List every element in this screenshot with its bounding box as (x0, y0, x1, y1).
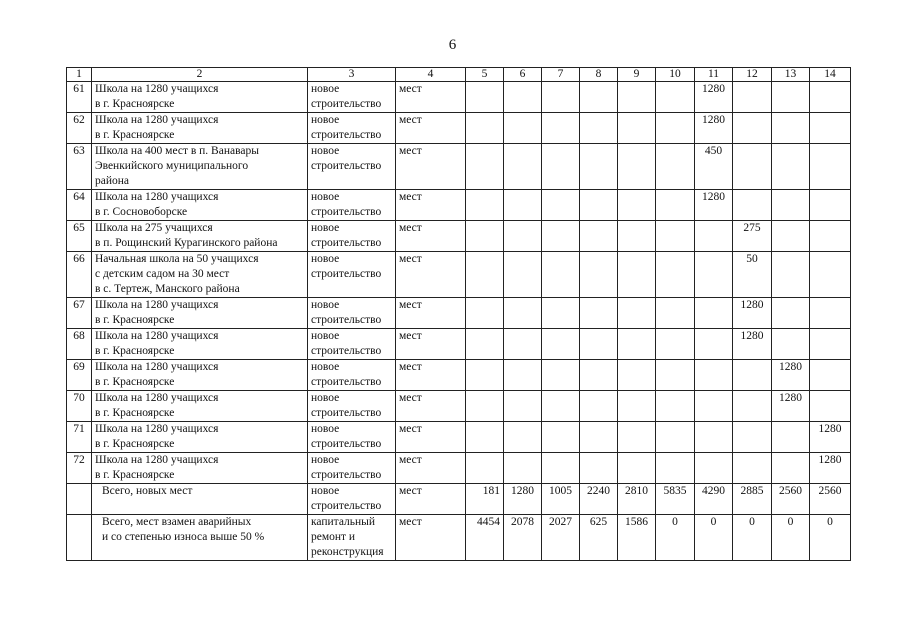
table-row (67, 113, 851, 144)
value-cell (504, 360, 542, 391)
total-value-cell: 0 (695, 515, 733, 561)
column-header: 5 (466, 68, 504, 82)
total-value-cell: 0 (733, 515, 772, 561)
object-name: Школа на 275 учащихся в п. Рощинский Курагинского района (92, 221, 308, 252)
unit: мест (396, 221, 466, 252)
total-value-cell: 0 (772, 515, 810, 561)
work-type: новое строительство (308, 453, 396, 484)
row-number (67, 515, 92, 561)
value-cell: 1280 (772, 360, 810, 391)
value-cell (618, 453, 656, 484)
value-cell (580, 252, 618, 298)
value-cell (656, 329, 695, 360)
work-type: новое строительство (308, 422, 396, 453)
value-cell: 450 (695, 144, 733, 190)
object-name: Школа на 1280 учащихся в г. Красноярске (92, 298, 308, 329)
value-cell (810, 221, 851, 252)
value-cell (542, 82, 580, 113)
value-cell (772, 82, 810, 113)
unit: мест (396, 144, 466, 190)
value-cell: 1280 (810, 453, 851, 484)
object-name: Школа на 1280 учащихся в г. Красноярске (92, 82, 308, 113)
value-cell (810, 113, 851, 144)
value-cell (542, 221, 580, 252)
unit: мест (396, 82, 466, 113)
value-cell (810, 144, 851, 190)
value-cell: 1280 (733, 298, 772, 329)
column-header: 3 (308, 68, 396, 82)
unit: мест (396, 422, 466, 453)
value-cell (733, 422, 772, 453)
value-cell (466, 298, 504, 329)
value-cell (542, 298, 580, 329)
value-cell: 1280 (772, 391, 810, 422)
table-row (67, 298, 851, 329)
value-cell (580, 221, 618, 252)
value-cell (542, 422, 580, 453)
value-cell (733, 113, 772, 144)
work-type: новое строительство (308, 144, 396, 190)
table-row (67, 422, 851, 453)
row-number: 68 (67, 329, 92, 360)
total-value-cell: 0 (656, 515, 695, 561)
table-row (67, 453, 851, 484)
unit: мест (396, 329, 466, 360)
value-cell (695, 329, 733, 360)
value-cell (466, 453, 504, 484)
total-value-cell: 1586 (618, 515, 656, 561)
value-cell (656, 113, 695, 144)
object-name: Школа на 1280 учащихся в г. Красноярске (92, 422, 308, 453)
header-row (67, 68, 851, 82)
value-cell (618, 113, 656, 144)
value-cell (618, 329, 656, 360)
page-number: 6 (448, 37, 457, 53)
work-type: новое строительство (308, 360, 396, 391)
table-row (67, 391, 851, 422)
table-row (67, 329, 851, 360)
total-label: Всего, мест взамен аварийных и со степенью износа выше 50 % (92, 515, 308, 561)
object-name: Начальная школа на 50 учащихся с детским садом на 30 мест в с. Тертеж, Манского района (92, 252, 308, 298)
column-header: 14 (810, 68, 851, 82)
value-cell (695, 391, 733, 422)
value-cell (618, 360, 656, 391)
object-name: Школа на 400 мест в п. Ванавары Эвенкийского муниципального района (92, 144, 308, 190)
row-number: 69 (67, 360, 92, 391)
value-cell (695, 360, 733, 391)
value-cell (580, 190, 618, 221)
row-number: 72 (67, 453, 92, 484)
value-cell (810, 298, 851, 329)
object-name: Школа на 1280 учащихся в г. Красноярске (92, 329, 308, 360)
table-row (67, 82, 851, 113)
column-header: 11 (695, 68, 733, 82)
row-number (67, 484, 92, 515)
value-cell: 50 (733, 252, 772, 298)
value-cell (772, 453, 810, 484)
value-cell (618, 252, 656, 298)
value-cell (618, 82, 656, 113)
value-cell (656, 391, 695, 422)
column-header: 4 (396, 68, 466, 82)
value-cell (580, 360, 618, 391)
work-type: новое строительство (308, 484, 396, 515)
total-value-cell: 625 (580, 515, 618, 561)
value-cell (466, 221, 504, 252)
total-label: Всего, новых мест (92, 484, 308, 515)
object-name: Школа на 1280 учащихся в г. Красноярске (92, 113, 308, 144)
total-value-cell: 0 (810, 515, 851, 561)
schools-table (66, 67, 851, 561)
unit: мест (396, 484, 466, 515)
value-cell (695, 298, 733, 329)
work-type: капитальный ремонт и реконструкция (308, 515, 396, 561)
row-number: 61 (67, 82, 92, 113)
value-cell (504, 298, 542, 329)
value-cell (810, 190, 851, 221)
value-cell (733, 391, 772, 422)
row-number: 70 (67, 391, 92, 422)
value-cell (580, 82, 618, 113)
value-cell (772, 221, 810, 252)
work-type: новое строительство (308, 329, 396, 360)
row-number: 63 (67, 144, 92, 190)
value-cell (810, 82, 851, 113)
work-type: новое строительство (308, 298, 396, 329)
value-cell (618, 221, 656, 252)
value-cell (580, 113, 618, 144)
unit: мест (396, 298, 466, 329)
table-row (67, 190, 851, 221)
total-value-cell: 2810 (618, 484, 656, 515)
value-cell (504, 82, 542, 113)
value-cell (504, 221, 542, 252)
table-row (67, 144, 851, 190)
value-cell (504, 190, 542, 221)
object-name: Школа на 1280 учащихся в г. Красноярске (92, 453, 308, 484)
value-cell (466, 360, 504, 391)
value-cell (733, 190, 772, 221)
value-cell (466, 391, 504, 422)
total-value-cell: 181 (466, 484, 504, 515)
value-cell (733, 453, 772, 484)
total-value-cell: 2240 (580, 484, 618, 515)
value-cell: 1280 (695, 190, 733, 221)
value-cell (695, 453, 733, 484)
total-row (67, 515, 851, 561)
object-name: Школа на 1280 учащихся в г. Сосновоборске (92, 190, 308, 221)
total-value-cell: 2885 (733, 484, 772, 515)
value-cell (466, 252, 504, 298)
value-cell (618, 298, 656, 329)
work-type: новое строительство (308, 221, 396, 252)
value-cell (504, 422, 542, 453)
value-cell (542, 190, 580, 221)
column-header: 8 (580, 68, 618, 82)
column-header: 7 (542, 68, 580, 82)
object-name: Школа на 1280 учащихся в г. Красноярске (92, 391, 308, 422)
total-value-cell: 2560 (810, 484, 851, 515)
value-cell (656, 82, 695, 113)
value-cell (810, 252, 851, 298)
work-type: новое строительство (308, 391, 396, 422)
row-number: 64 (67, 190, 92, 221)
total-value-cell: 4454 (466, 515, 504, 561)
value-cell (580, 391, 618, 422)
work-type: новое строительство (308, 113, 396, 144)
value-cell (618, 391, 656, 422)
value-cell: 1280 (695, 82, 733, 113)
value-cell (504, 113, 542, 144)
column-header: 12 (733, 68, 772, 82)
total-value-cell: 1280 (504, 484, 542, 515)
value-cell (810, 391, 851, 422)
value-cell (580, 422, 618, 453)
unit: мест (396, 453, 466, 484)
unit: мест (396, 113, 466, 144)
row-number: 67 (67, 298, 92, 329)
value-cell (618, 422, 656, 453)
value-cell (504, 391, 542, 422)
column-header: 9 (618, 68, 656, 82)
value-cell (466, 113, 504, 144)
value-cell (580, 144, 618, 190)
value-cell (656, 221, 695, 252)
total-value-cell: 2560 (772, 484, 810, 515)
value-cell (772, 190, 810, 221)
value-cell (504, 329, 542, 360)
value-cell (733, 82, 772, 113)
value-cell (542, 329, 580, 360)
column-header: 10 (656, 68, 695, 82)
value-cell (695, 252, 733, 298)
value-cell: 1280 (733, 329, 772, 360)
value-cell (542, 113, 580, 144)
row-number: 66 (67, 252, 92, 298)
table-row (67, 221, 851, 252)
unit: мест (396, 515, 466, 561)
value-cell (772, 144, 810, 190)
column-header: 6 (504, 68, 542, 82)
value-cell (504, 453, 542, 484)
value-cell: 1280 (695, 113, 733, 144)
value-cell (656, 453, 695, 484)
value-cell (580, 453, 618, 484)
object-name: Школа на 1280 учащихся в г. Красноярске (92, 360, 308, 391)
table-row (67, 360, 851, 391)
value-cell (466, 144, 504, 190)
value-cell (542, 252, 580, 298)
value-cell (772, 113, 810, 144)
unit: мест (396, 360, 466, 391)
work-type: новое строительство (308, 82, 396, 113)
row-number: 71 (67, 422, 92, 453)
value-cell (656, 298, 695, 329)
total-value-cell: 2078 (504, 515, 542, 561)
total-value-cell: 4290 (695, 484, 733, 515)
value-cell (656, 190, 695, 221)
value-cell (656, 252, 695, 298)
value-cell (810, 329, 851, 360)
value-cell (580, 329, 618, 360)
value-cell (466, 82, 504, 113)
column-header: 13 (772, 68, 810, 82)
value-cell (466, 329, 504, 360)
total-value-cell: 5835 (656, 484, 695, 515)
value-cell (466, 190, 504, 221)
total-row (67, 484, 851, 515)
value-cell (656, 422, 695, 453)
unit: мест (396, 252, 466, 298)
unit: мест (396, 391, 466, 422)
value-cell (542, 453, 580, 484)
total-value-cell: 2027 (542, 515, 580, 561)
value-cell (466, 422, 504, 453)
value-cell (618, 190, 656, 221)
value-cell (772, 252, 810, 298)
value-cell (772, 422, 810, 453)
value-cell (580, 298, 618, 329)
total-value-cell: 1005 (542, 484, 580, 515)
value-cell (695, 422, 733, 453)
value-cell (542, 391, 580, 422)
value-cell (504, 252, 542, 298)
unit: мест (396, 190, 466, 221)
work-type: новое строительство (308, 252, 396, 298)
value-cell (733, 360, 772, 391)
row-number: 65 (67, 221, 92, 252)
column-header: 1 (67, 68, 92, 82)
row-number: 62 (67, 113, 92, 144)
value-cell (542, 144, 580, 190)
value-cell (656, 360, 695, 391)
value-cell (695, 221, 733, 252)
value-cell (618, 144, 656, 190)
value-cell (504, 144, 542, 190)
column-header: 2 (92, 68, 308, 82)
value-cell (542, 360, 580, 391)
value-cell (772, 298, 810, 329)
value-cell: 275 (733, 221, 772, 252)
value-cell (772, 329, 810, 360)
value-cell (810, 360, 851, 391)
value-cell (656, 144, 695, 190)
value-cell: 1280 (810, 422, 851, 453)
value-cell (733, 144, 772, 190)
work-type: новое строительство (308, 190, 396, 221)
table-row (67, 252, 851, 298)
